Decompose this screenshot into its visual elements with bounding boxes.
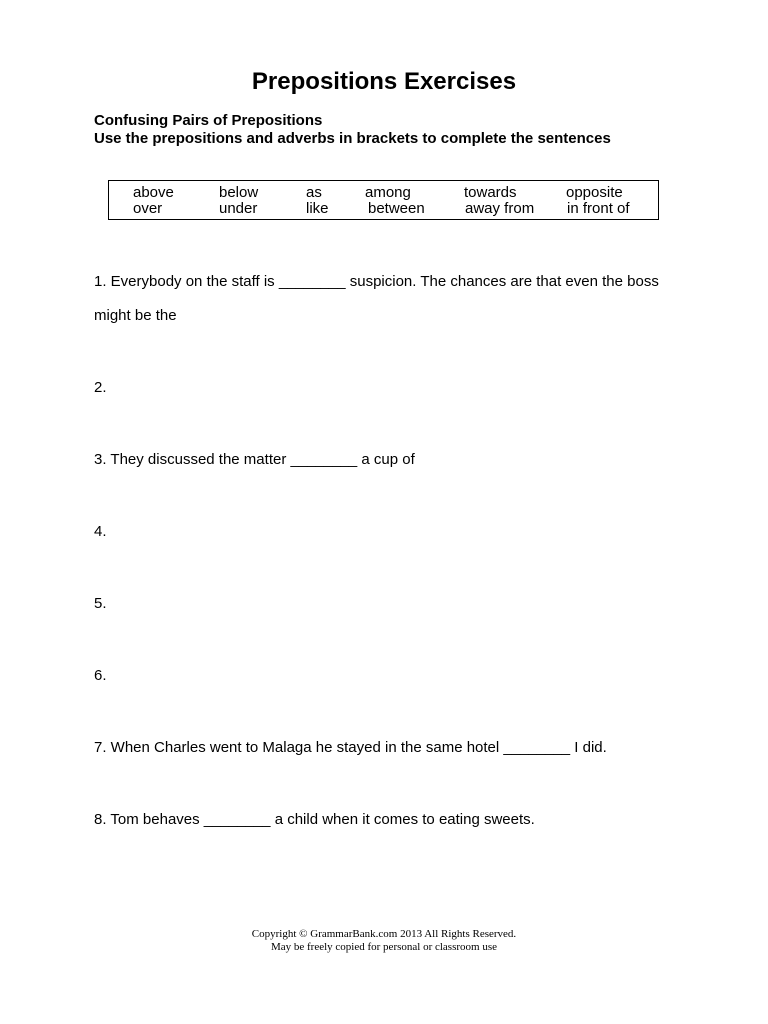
word-bank-item: like (306, 200, 329, 217)
usage-note: May be freely copied for personal or classroom use (270, 941, 498, 953)
word-bank-item: towards (464, 184, 517, 201)
word-bank-item: below (219, 184, 259, 201)
word-bank-item: away from (465, 200, 535, 217)
word-bank-item: between (368, 200, 425, 217)
copyright-footer (0, 928, 768, 954)
page-title: Prepositions Exercises (251, 68, 517, 95)
word-bank-item: over (133, 200, 163, 217)
word-bank-box (108, 180, 659, 220)
question-2: 2. (94, 379, 107, 396)
word-bank-item: in front of (567, 200, 630, 217)
exercise-subtitle: Confusing Pairs of Prepositions (94, 112, 323, 129)
copyright-line: Copyright © GrammarBank.com 2013 All Rights Reserved. (251, 928, 517, 940)
question-5: 5. (94, 595, 107, 612)
word-bank-item: as (306, 184, 322, 201)
word-bank-item: among (365, 184, 411, 201)
word-bank-item: opposite (566, 184, 623, 201)
question-7: 7. When Charles went to Malaga he stayed in the same hotel ________ I did. (94, 739, 607, 756)
word-bank-item: above (133, 184, 174, 201)
word-bank-item: under (219, 200, 258, 217)
question-6: 6. (94, 667, 107, 684)
question-1-continued: might be the (94, 307, 177, 324)
exercise-instructions: Use the prepositions and adverbs in brackets to complete the sentences (94, 130, 611, 147)
question-3: 3. They discussed the matter ________ a cup of (94, 451, 415, 468)
question-1: 1. Everybody on the staff is ________ suspicion. The chances are that even the boss (94, 273, 659, 290)
question-8: 8. Tom behaves ________ a child when it comes to eating sweets. (94, 811, 535, 828)
question-4: 4. (94, 523, 107, 540)
